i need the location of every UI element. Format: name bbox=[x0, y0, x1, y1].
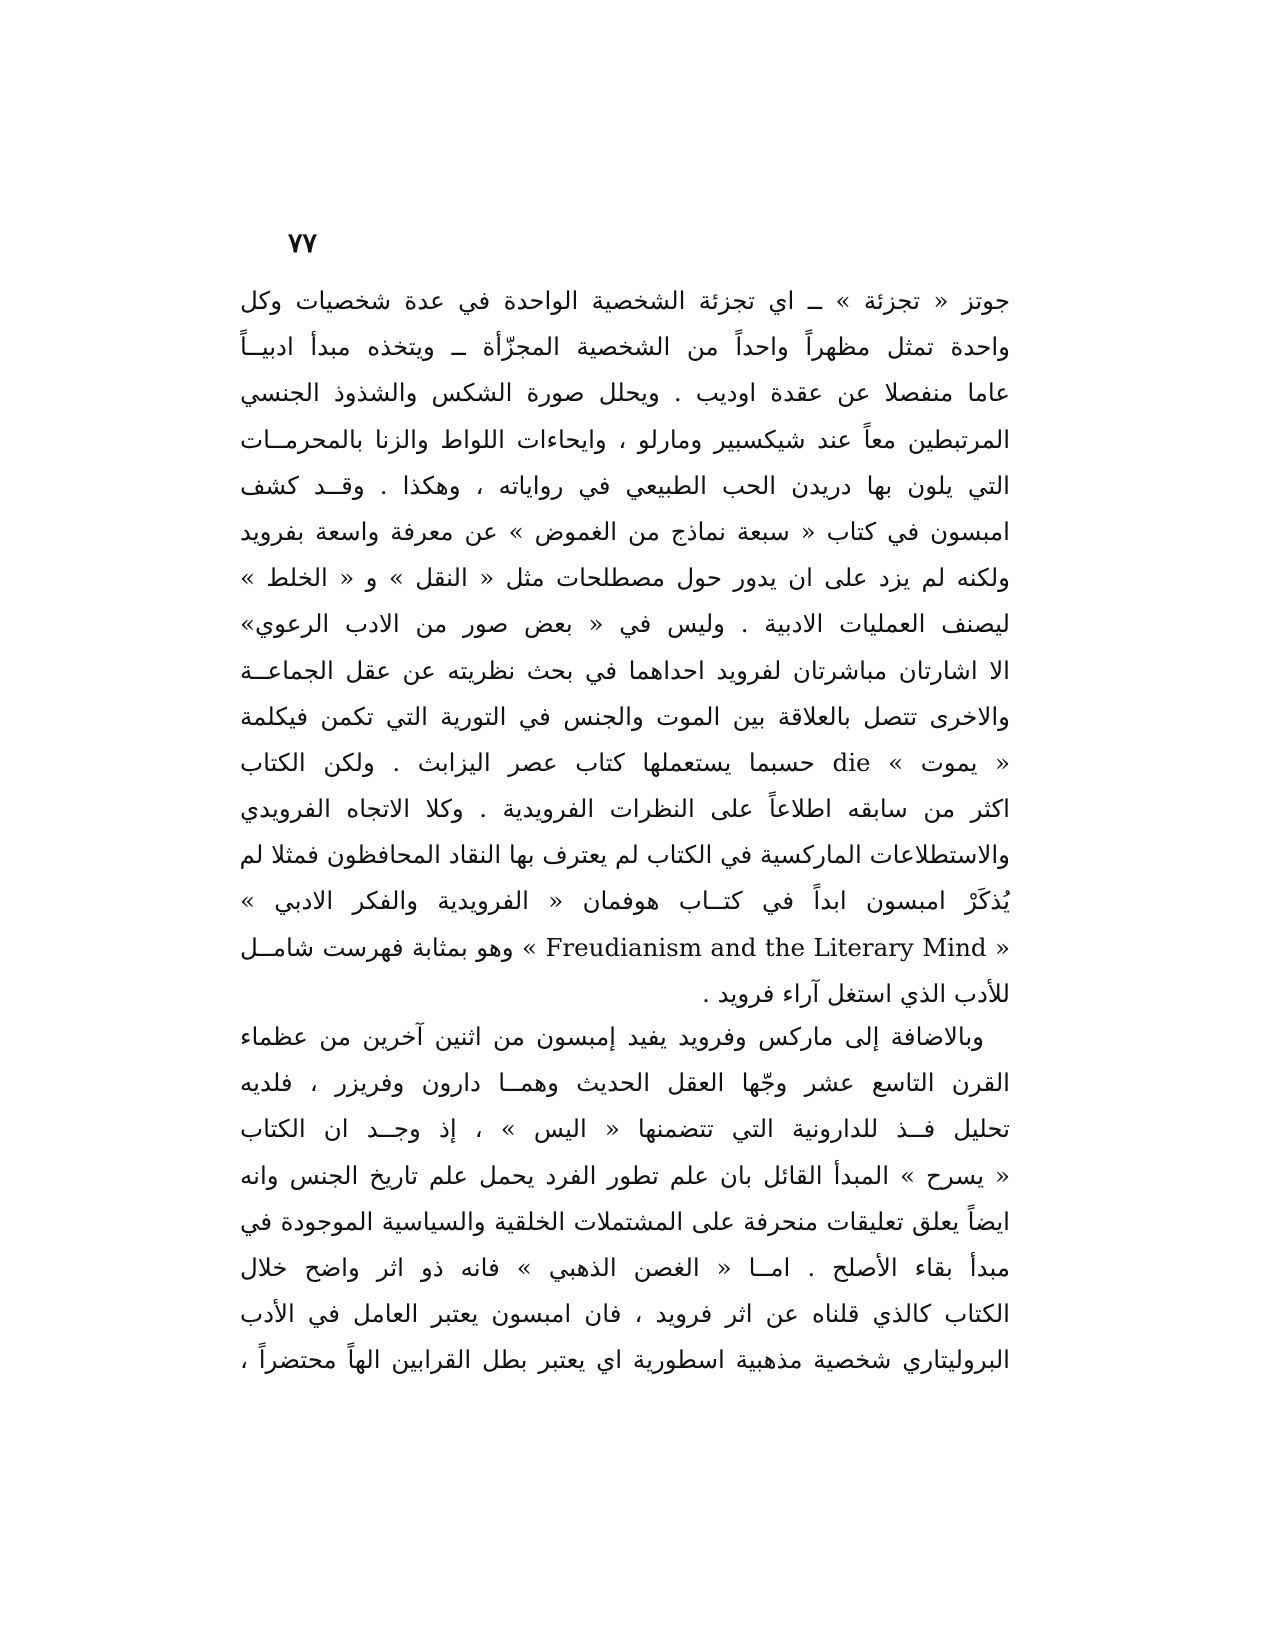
text-line: « يسرح » المبدأ القائل بان علم تطور الفرد يحمل علم تاريخ الجنس وانه bbox=[240, 1160, 1010, 1190]
text-line: القرن التاسع عشر وجّها العقل الحديث وهمــا دارون وفريزر ، فلديه bbox=[240, 1068, 1010, 1098]
text-line: « Freudianism and the Literary Mind » وهو بمثابة فهرست شامــل bbox=[240, 932, 1010, 962]
text-line: ولكنه لم يزد على ان يدور حول مصطلحات مثل « النقل » و « الخلط » bbox=[240, 563, 1010, 593]
text-line: عاما منفصلا عن عقدة اوديب . ويحلل صورة الشكس والشذوذ الجنسي bbox=[240, 378, 1010, 408]
text-line: والاستطلاعات الماركسية في الكتاب لم يعترف بها النقاد المحافظون فمثلا لم bbox=[240, 840, 1010, 870]
text-line: التي يلون بها دريدن الحب الطبيعي في رواياته ، وهكذا . وقــد كشف bbox=[240, 470, 1010, 500]
text-line: المرتبطين معاً عند شيكسبير ومارلو ، وايحاءات اللواط والزنا بالمحرمــات bbox=[240, 424, 1010, 454]
text-line: الا اشارتان مباشرتان لفرويد احداهما في بحث نظريته عن عقل الجماعــة bbox=[240, 655, 1010, 685]
text-line: تحليل فــذ للدارونية التي تتضمنها « اليس » ، إذ وجــد ان الكتاب bbox=[240, 1114, 1010, 1144]
paragraph-1 bbox=[240, 278, 1010, 1017]
text-line: جوتز « تجزئة » ــ اي تجزئة الشخصية الواحدة في عدة شخصيات وكل bbox=[240, 286, 1010, 315]
text-line: واحدة تمثل مظهراً واحداً من الشخصية المجزّأة ــ ويتخذه مبدأ ادبيــاً bbox=[240, 332, 1010, 362]
page-number: ٧٧ bbox=[288, 228, 318, 259]
text-line: اكثر من سابقه اطلاعاً على النظرات الفرويدية . وكلا الاتجاه الفرويدي bbox=[240, 794, 1010, 824]
text-line: البروليتاري شخصية مذهبية اسطورية اي يعتبر بطل القرابين الهاً محتضراً ، bbox=[240, 1345, 1010, 1375]
text-line: وبالاضافة إلى ماركس وفرويد يفيد إمبسون من اثنين آخرين من عظماء bbox=[240, 1022, 984, 1051]
text-line: الكتاب كالذي قلناه عن اثر فرويد ، فان امبسون يعتبر العامل في الأدب bbox=[240, 1299, 1010, 1329]
text-line: امبسون في كتاب « سبعة نماذج من الغموض » عن معرفة واسعة بفرويد bbox=[240, 516, 1010, 546]
text-line: والاخرى تتصل بالعلاقة بين الموت والجنس في التورية التي تكمن فيكلمة bbox=[240, 701, 1010, 731]
paragraph-2 bbox=[240, 1014, 1010, 1384]
text-line: « يموت » die حسبما يستعملها كتاب عصر اليزابث . ولكن الكتاب bbox=[240, 747, 1010, 777]
text-line: يُذكَرْ امبسون ابداً في كتــاب هوفمان « الفرويدية والفكر الادبي » bbox=[240, 886, 1010, 916]
text-line: مبدأ بقاء الأصلح . امــا « الغصن الذهبي » فانه ذو اثر واضح خلال bbox=[240, 1252, 1010, 1282]
text-line: ليصنف العمليات الادبية . وليس في « بعض صور من الادب الرعوي» bbox=[240, 609, 1010, 639]
text-line: ايضاً يعلق تعليقات منحرفة على المشتملات الخلقية والسياسية الموجودة في bbox=[240, 1206, 1010, 1236]
text-line: للأدب الذي استغل آراء فرويد . bbox=[702, 978, 1010, 1008]
